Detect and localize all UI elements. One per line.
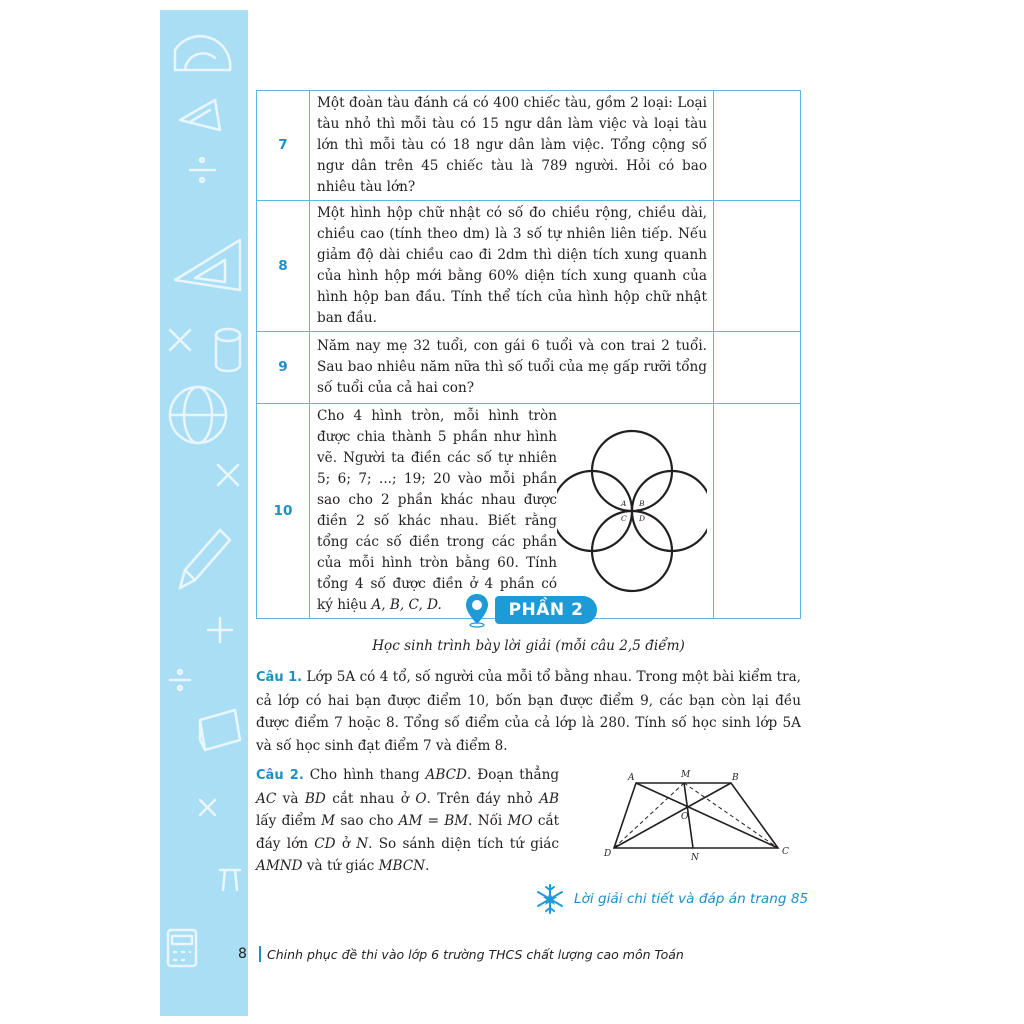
question-cell: [310, 404, 714, 619]
math-var: AMND: [256, 858, 303, 874]
figure-label-a: A: [621, 499, 627, 508]
question-number: 10: [257, 404, 310, 619]
text-part: lấy điểm: [256, 813, 316, 829]
solution-reference-text: Lời giải chi tiết và đáp án trang 85: [574, 891, 809, 907]
text-part: . Nối: [468, 813, 503, 829]
figure-label-b: B: [732, 773, 739, 783]
question-text: [317, 406, 557, 616]
math-var: AM = BM: [398, 813, 469, 829]
figure-label-n: N: [691, 853, 699, 863]
figure-label-b: B: [639, 499, 645, 508]
question-1-label: Câu 1.: [256, 670, 303, 685]
math-var: CD: [314, 835, 336, 852]
text-part: và: [282, 790, 299, 807]
solution-reference: [534, 882, 808, 916]
figure-label-o: O: [681, 812, 689, 822]
question-number: 7: [257, 91, 310, 201]
figure-label-c: C: [621, 514, 627, 523]
figure-label-a: A: [628, 773, 635, 783]
text-part: và tứ giác: [306, 858, 375, 874]
text-part: Cho hình thang: [309, 767, 420, 783]
math-var: AB: [539, 790, 559, 807]
math-var: ABCD: [425, 767, 467, 783]
text-part: sao cho: [340, 813, 394, 829]
answer-cell: [714, 404, 801, 619]
math-var: N: [356, 835, 369, 852]
snowflake-star-icon: [534, 883, 566, 915]
question-text: Năm nay mẹ 32 tuổi, con gái 6 tuổi và con trai 2 tuổi. Sau bao nhiêu năm nữa thì số tuổi của mẹ gấp rưỡi tổng số tuổi của cả hai con?: [310, 332, 714, 404]
trapezoid-figure: [596, 768, 796, 868]
question-2: [256, 764, 559, 878]
math-var: M: [321, 813, 336, 829]
answer-cell: [714, 332, 801, 404]
math-var: AC: [256, 790, 277, 807]
question-text-main: Cho 4 hình tròn, mỗi hình tròn được chia thành 5 phần như hình vẽ. Người ta điền các số tự nhiên 5; 6; 7; ...; 19; 20 vào mỗi phần sao cho 2 phần khác nhau được điền 2 số khác nhau. Biết rằng tổng các số điền trong các phần của mỗi hình tròn bằng 60. Tính tổng 4 số được điền ở 4 phần có ký hiệu: [317, 408, 557, 613]
figure-label-m: M: [681, 770, 691, 780]
math-var: MBCN: [378, 858, 426, 874]
answer-cell: [714, 201, 801, 332]
answer-cell: [714, 91, 801, 201]
figure-label-c: C: [782, 847, 789, 857]
text-part: . Trên đáy nhỏ: [426, 790, 533, 807]
math-var: MO: [507, 813, 533, 829]
page-footer: [238, 946, 684, 962]
question-1: [256, 666, 801, 757]
math-doodles-icon: [160, 10, 248, 1016]
table-row: [257, 404, 801, 619]
footer-divider: [259, 946, 261, 962]
section-subtitle: Học sinh trình bày lời giải (mỗi câu 2,5 điểm): [372, 638, 685, 654]
table-row: [257, 201, 801, 332]
question-1-text: Lớp 5A có 4 tổ, số người của mỗi tổ bằng nhau. Trong một bài kiểm tra, cả lớp có hai bạn được điểm 10, bốn bạn được điểm 9, các bạn còn lại đều được điểm 7 hoặc 8. Tổng số điểm của cả lớp là 280. Tính số học sinh lớp 5A và số học sinh đạt điểm 7 và điểm 8.: [256, 669, 802, 754]
text-part: . So sánh diện tích tứ giác: [368, 835, 560, 852]
table-row: [257, 332, 801, 404]
section-title: PHẦN 2: [495, 596, 597, 624]
questions-table: [256, 90, 801, 619]
question-2-label: Câu 2.: [256, 768, 304, 783]
question-number: 9: [257, 332, 310, 404]
decorative-sidebar: [160, 10, 248, 1016]
question-text-end: A, B, C, D.: [371, 597, 442, 613]
math-var: BD: [304, 790, 326, 807]
text-part: cắt đáy lớn: [256, 813, 560, 852]
text-part: cắt nhau ở: [332, 790, 409, 807]
table-row: [257, 91, 801, 201]
figure-label-d: D: [639, 514, 646, 523]
question-text: Một đoàn tàu đánh cá có 400 chiếc tàu, gồm 2 loại: Loại tàu nhỏ thì mỗi tàu có 15 ngư dân làm việc và loại tàu lớn thì mỗi tàu có 18 ngư dân làm việc. Tổng cộng số ngư dân trên 45 chiếc tàu là 789 người. Hỏi có bao nhiêu tàu lớn?: [310, 91, 714, 201]
text-part: .: [425, 858, 430, 874]
question-number: 8: [257, 201, 310, 332]
four-circles-figure: [557, 421, 707, 601]
math-var: O: [415, 790, 427, 807]
text-part: . Đoạn thẳng: [466, 767, 560, 783]
text-part: ở: [341, 835, 351, 852]
book-title: Chinh phục đề thi vào lớp 6 trường THCS chất lượng cao môn Toán: [267, 946, 684, 962]
location-pin-icon: [464, 592, 490, 628]
question-text: Một hình hộp chữ nhật có số đo chiều rộng, chiều dài, chiều cao (tính theo dm) là 3 số tự nhiên liên tiếp. Nếu giảm độ dài chiều cao đi 2dm thì diện tích xung quanh của hình hộp mới bằng 60% diện tích xung quanh của hình hộp ban đầu. Tính thể tích của hình hộp chữ nhật ban đầu.: [310, 201, 714, 332]
figure-label-d: D: [604, 849, 612, 859]
page-number: 8: [238, 946, 247, 962]
